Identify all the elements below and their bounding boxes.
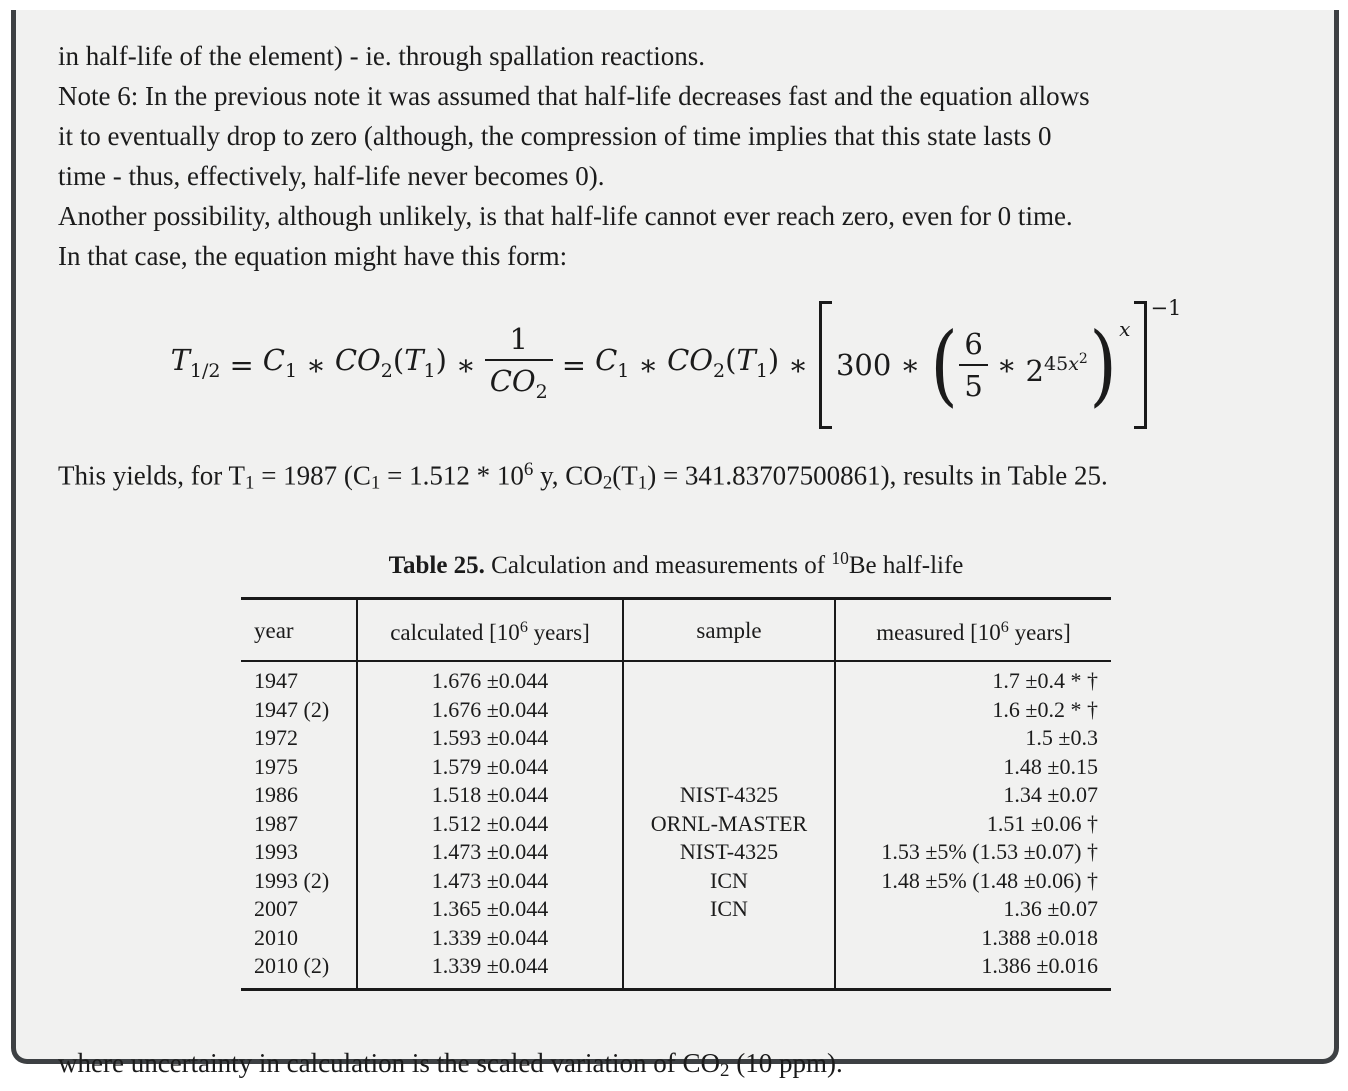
eq-symbol: C [262,342,285,377]
big-paren-left: ( [930,313,958,416]
paragraph-line: in half-life of the element) - ie. through spallation reactions. [58,41,706,71]
table-row [241,838,1111,867]
cell-year: 1986 [254,782,298,808]
text-run: (10 ppm). [729,1047,843,1078]
header-calculated [357,599,623,662]
cell-calculated: 1.518 ±0.044 [357,781,623,810]
data-table [241,597,1111,991]
paren: ( [392,342,405,377]
cell-measured: 1.388 ±0.018 [835,924,1111,953]
eq-subscript: 1 [617,359,630,382]
text-run: 6 [519,619,528,637]
fraction-denominator: 5 [959,364,987,403]
paragraph-line: time - thus, effectively, half-life never becomes 0). [58,161,605,191]
text-run: 2 [720,1060,730,1082]
cell-measured: 1.36 ±0.07 [835,895,1111,924]
cell-calculated: 1.339 ±0.044 [357,924,623,953]
cell-year: 2007 [254,896,298,922]
eq-subscript: 1 [755,359,768,382]
cell-measured: 1.7 ±0.4 * † [835,661,1111,696]
cell-measured: 1.48 ±0.15 [835,753,1111,782]
text-run: ) = 341.83707500861), results in Table 25. [647,460,1108,491]
paragraph-line: Another possibility, although unlikely, is that half-life cannot ever reach zero, even for 0 time. [58,201,1073,231]
text-run: years] [1008,620,1071,646]
eq-subscript: 2 [713,359,726,382]
text-run: where uncertainty in calculation is the scaled variation of CO [58,1047,721,1078]
cell-year: 1947 (2) [254,696,330,722]
cell-sample: ICN [623,867,835,896]
eq-symbol: T [736,342,756,377]
text-run: measured [10 [876,620,1001,646]
cell-calculated: 1.512 ±0.044 [357,810,623,839]
eq-base: 2 [1025,354,1044,388]
table-row [241,867,1111,896]
cell-year: 1972 [254,725,298,751]
times-operator: ∗ [638,348,659,382]
bracket-exponent: −1 [1150,296,1182,320]
equals-sign: = [229,348,254,382]
fraction-numerator: 6 [964,327,983,361]
fraction-1-over-co2 [485,322,553,409]
cell-year: 1975 [254,753,298,779]
cell-sample [623,661,835,696]
paren: ( [725,342,737,377]
paren: ) [767,342,780,377]
eq-symbol: C [595,342,618,377]
table-row [241,924,1111,953]
cell-year: 1993 [254,839,298,865]
cell-measured: 1.51 ±0.06 † [835,810,1111,839]
eq-c1 [263,343,297,388]
table-row [241,724,1111,753]
text-run: 1 [370,472,381,494]
text-run: year [254,617,294,643]
paren-exponent: x [1119,317,1131,341]
cell-calculated: 1.473 ±0.044 [357,867,623,896]
eq-exponent-var: x [1068,353,1079,375]
text-run: Table 25. [388,551,485,579]
cell-calculated: 1.339 ±0.044 [357,952,623,989]
yields-line [58,450,1294,504]
cell-calculated: 1.676 ±0.044 [357,696,623,725]
eq-symbol: T [170,342,190,377]
eq-lhs [171,343,221,388]
right-bracket [1134,301,1147,429]
cell-measured: 1.386 ±0.016 [835,952,1111,989]
text-run: = 1987 (C [254,460,371,491]
header-sample [623,599,835,662]
eq-subscript: 1/2 [189,359,221,382]
text-run: years] [527,620,590,646]
eq-subscript: 1 [423,359,436,382]
eq-symbol: T [404,342,424,377]
cell-calculated: 1.676 ±0.044 [357,661,623,696]
text-run: Calculation and measurements of [484,551,832,579]
eq-co2-t1 [335,343,447,388]
text-run: 1 [244,472,255,494]
cell-sample [623,952,835,989]
table-row [241,810,1111,839]
eq-symbol: CO [489,363,536,398]
cell-calculated: 1.579 ±0.044 [357,753,623,782]
eq-co2-t1 [667,343,779,388]
page-content [16,10,1334,1091]
cell-calculated: 1.365 ±0.044 [357,895,623,924]
times-operator: ∗ [900,348,921,382]
cell-year: 2010 [254,924,298,950]
table-row [241,895,1111,924]
cell-measured: 1.5 ±0.3 [835,724,1111,753]
paragraph [58,36,1294,276]
eq-constant-300: 300 [835,348,892,382]
paragraph-line: it to eventually drop to zero (although, the compression of time implies that this state lasts 0 [58,121,1052,151]
text-run: sample [696,617,762,643]
big-paren-right: ) [1089,313,1117,416]
text-run: Be half-life [848,551,964,579]
text-run: y, CO [533,460,603,491]
fraction-numerator: 1 [509,321,528,356]
eq-exponent [1044,353,1088,375]
eq-power-term [1026,342,1088,388]
cell-calculated: 1.473 ±0.044 [357,838,623,867]
text-run: 10 [831,547,849,568]
table-header-row [241,599,1111,662]
cell-sample: ICN [623,895,835,924]
cell-sample [623,724,835,753]
table-row [241,661,1111,696]
cell-sample: ORNL-MASTER [623,810,835,839]
table-row [241,781,1111,810]
half-life-equation [58,290,1294,440]
cell-measured: 1.53 ±5% (1.53 ±0.07) † [835,838,1111,867]
eq-subscript: 2 [535,380,548,403]
cell-year: 1947 [254,668,298,694]
text-run: calculated [10 [390,620,520,646]
eq-subscript: 2 [380,359,393,382]
text-run: This yields, for T [58,460,245,491]
text-run: 6 [523,459,534,480]
text-run: 1 [637,472,648,494]
header-year [241,599,357,662]
cell-sample [623,696,835,725]
eq-subscript: 1 [285,359,298,382]
text-run: 6 [1000,619,1009,637]
cell-year: 1987 [254,810,298,836]
paragraph-line: In that case, the equation might have this form: [58,241,568,271]
cell-year: 2010 (2) [254,953,330,979]
cell-year: 1993 (2) [254,867,330,893]
paren: ) [435,342,447,377]
cell-sample [623,753,835,782]
table-row [241,753,1111,782]
cell-measured: 1.48 ±5% (1.48 ±0.06) † [835,867,1111,896]
times-operator: ∗ [996,348,1017,382]
left-bracket [819,301,832,429]
equals-sign: = [561,348,587,382]
text-run: 2 [602,472,613,494]
cell-sample: NIST-4325 [623,781,835,810]
table-caption [58,542,1294,582]
cell-sample [623,924,835,953]
table-row [241,696,1111,725]
document-frame [11,10,1339,1082]
table-body [241,661,1111,989]
footnote-line [58,1043,1294,1091]
header-measured [835,599,1111,662]
eq-c1 [595,343,629,388]
cell-measured: 1.6 ±0.2 * † [835,696,1111,725]
text-run: = 1.512 * 10 [380,460,524,491]
table-header [241,599,1111,662]
times-operator: ∗ [306,348,326,382]
times-operator: ∗ [455,348,476,382]
eq-symbol: CO [667,342,714,377]
table-row [241,952,1111,989]
cell-calculated: 1.593 ±0.044 [357,724,623,753]
eq-exponent-square: 2 [1078,351,1088,367]
fraction-denominator [485,359,553,409]
paragraph-line: Note 6: In the previous note it was assumed that half-life decreases fast and the equation allows [58,81,1090,111]
cell-measured: 1.34 ±0.07 [835,781,1111,810]
eq-symbol: CO [334,342,381,377]
cell-sample: NIST-4325 [623,838,835,867]
times-operator: ∗ [788,348,808,382]
text-run: (T [612,460,638,491]
eq-exponent-coef: 45 [1044,353,1069,375]
fraction-6-over-5 [959,327,987,403]
